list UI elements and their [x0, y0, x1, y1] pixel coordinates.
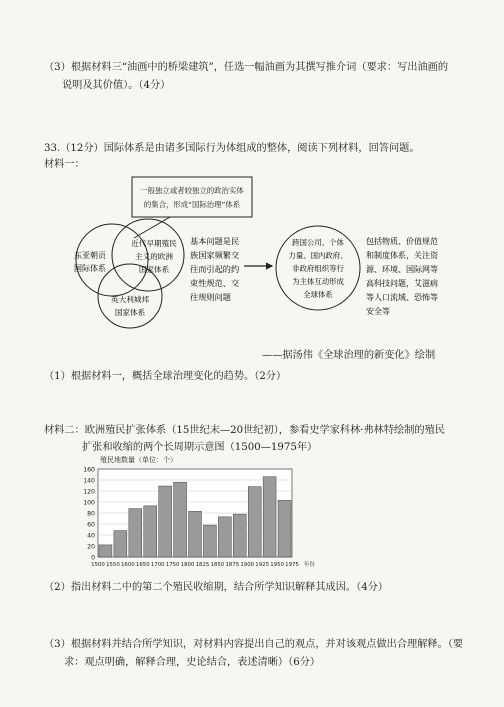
uk-label-1: 英大利城邦	[111, 295, 149, 304]
q33-header: 33.（12分）国际体系是由诸多国际行为体组成的整体，阅读下列材料，回答问题。	[44, 143, 420, 154]
bar	[159, 486, 172, 557]
x-tick-label: 1750	[165, 562, 180, 568]
material1-label: 材料一：	[44, 159, 85, 170]
bar	[218, 517, 231, 557]
y-tick-label: 20	[87, 543, 95, 551]
far-right-text-2: 和制度体系，关注资	[366, 251, 438, 260]
y-tick-label: 120	[83, 488, 95, 496]
middle-text-1: 基本问题是民	[190, 236, 240, 246]
middle-text-2: 族国家频繁交	[190, 250, 240, 260]
x-tick-label: 1925	[255, 562, 270, 568]
x-tick-label: 1975	[285, 562, 299, 568]
y-tick-label: 40	[87, 532, 95, 540]
right-circle-2: 力量、国内政府、	[288, 251, 348, 260]
middle-text-3: 往而引起的约	[190, 264, 240, 274]
bar	[189, 511, 202, 557]
bar	[263, 477, 276, 557]
bar	[278, 500, 291, 557]
bar	[174, 482, 187, 557]
bar	[114, 531, 127, 557]
right-circle-5: 全球体系	[303, 290, 333, 299]
material2-line2: 扩张和收缩的两个长周期示意图（1500—1975年）	[82, 442, 318, 453]
material2-line1: 材料二：欧洲殖民扩张体系（15世纪末—20世纪初），参看史学家科林·弗林特绘制的殖民	[44, 425, 445, 436]
europe-label-1: 近代早期殖民	[131, 239, 177, 248]
sub-question-3-line1: （3）根据材料并结合所学知识，对材料内容提出自己的观点，并对该观点做出合理解释。（要	[44, 639, 464, 650]
sub-question-2: （2）指出材料二中的第二个殖民收缩期，结合所学知识解释其成因。（4分）	[44, 582, 389, 593]
y-tick-label: 80	[87, 510, 95, 518]
uk-label-2: 国家体系	[114, 308, 146, 317]
x-tick-label: 1650	[135, 562, 150, 568]
y-tick-label: 140	[83, 477, 95, 485]
x-tick-label: 1550	[106, 562, 120, 568]
right-circle-1: 跨国公司、个体	[292, 238, 344, 247]
x-tick-label: 1900	[240, 562, 255, 568]
x-tick-label: 1500	[91, 562, 105, 568]
y-tick-label: 60	[87, 521, 95, 529]
y-tick-label: 100	[83, 499, 95, 507]
sub-question-3-line2: 求：观点明确，解释合理，史论结合，表述清晰）（6分）	[64, 657, 321, 668]
middle-text-4: 束性规范、交	[190, 278, 240, 288]
east-asia-label-1: 东亚朝贡	[74, 251, 106, 260]
top-box-line2: 的集合，形成“国际治理”体系	[143, 200, 241, 209]
bar	[99, 545, 112, 557]
bar	[233, 514, 246, 557]
prev-question-line2: 说明及其价值）。（4分）	[62, 80, 171, 91]
far-right-text-4: 高科技问题，艾滋病	[366, 279, 438, 288]
prev-question-line1: （3）根据材料三“油画中的桥梁建筑”，任选一幅油画为其撰写推介词（要求：写出油画的	[44, 62, 449, 73]
far-right-text-5: 等人口流域、恐怖等	[366, 293, 438, 302]
bar	[129, 509, 142, 557]
east-asia-label-2: 国际体系	[74, 264, 106, 273]
far-right-text-3: 源、环境、国际网等	[366, 265, 438, 274]
europe-label-2: 主义的欧洲	[135, 252, 173, 261]
source-citation: ——据汤伟《全球治理的新变化》绘制	[262, 350, 436, 361]
bar	[248, 487, 261, 557]
x-axis-label: 年份	[304, 562, 315, 568]
far-right-text-1: 包括物质、价值规范	[366, 237, 438, 246]
x-tick-label: 1850	[210, 562, 225, 568]
bar	[144, 506, 157, 557]
top-box-line1: 一般独立或者较独立的政治实体	[140, 186, 244, 195]
y-tick-label: 160	[83, 466, 95, 474]
chart-title: 殖民地数量（单位：个）	[100, 456, 177, 464]
right-circle-4: 为主体互动形成	[292, 277, 344, 286]
x-tick-label: 1950	[270, 562, 284, 568]
europe-label-3: 国家体系	[138, 265, 170, 274]
sub-question-1: （1）根据材料一，概括全球治理变化的趋势。（2分）	[44, 371, 287, 382]
x-tick-label: 1825	[195, 562, 210, 568]
right-circle-3: 非政府组织等行	[292, 264, 344, 273]
bar	[203, 525, 216, 557]
x-tick-label: 1875	[225, 562, 240, 568]
middle-text-5: 往规则问题	[190, 292, 231, 302]
y-tick-label: 0	[91, 554, 95, 562]
x-tick-label: 1700	[150, 562, 165, 568]
far-right-text-6: 安全等	[366, 307, 390, 316]
x-tick-label: 1800	[180, 562, 195, 568]
x-tick-label: 1600	[120, 562, 135, 568]
